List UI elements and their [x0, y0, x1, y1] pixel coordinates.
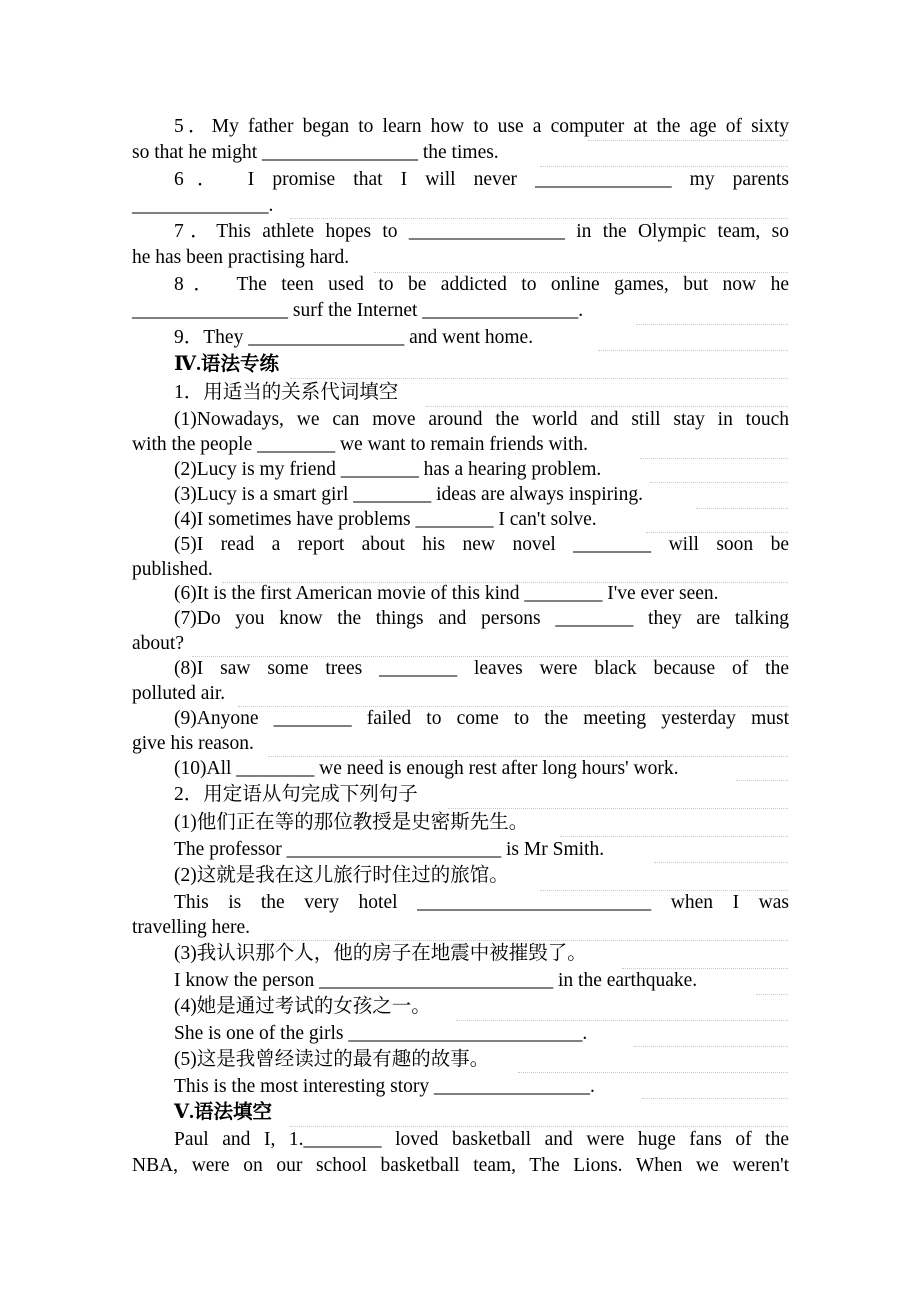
- trans4-english: She is one of the girls ________________________.: [174, 1023, 588, 1044]
- trans5-chinese: (5)这是我曾经读过的最有趣的故事。: [174, 1049, 490, 1070]
- item7-line2: about?: [132, 633, 184, 654]
- item4: (4)I sometimes have problems ________ I can't solve.: [174, 509, 597, 530]
- section-4-heading: Ⅳ.语法专练: [174, 354, 280, 375]
- passage-line1: Paul and I, 1.________ loved basketball and were huge fans of the: [174, 1129, 789, 1150]
- trans3-chinese: (3)我认识那个人，他的房子在地震中被摧毁了。: [174, 943, 587, 964]
- trans2-chinese: (2)这就是我在这儿旅行时住过的旅馆。: [174, 865, 509, 886]
- q6-line2: ______________.: [132, 195, 274, 216]
- item2: (2)Lucy is my friend ________ has a hearing problem.: [174, 459, 602, 480]
- item10: (10)All ________ we need is enough rest after long hours' work.: [174, 758, 679, 779]
- item7-line1: (7)Do you know the things and persons ________ they are talking: [174, 608, 789, 629]
- item8-line2: polluted air.: [132, 683, 226, 704]
- trans2-english-line1: This is the very hotel ________________________ when I was: [174, 892, 789, 913]
- item6: (6)It is the first American movie of this kind ________ I've ever seen.: [174, 583, 719, 604]
- item5-line2: published.: [132, 559, 213, 580]
- q5-line2: so that he might ________________ the times.: [132, 142, 499, 163]
- item9-line2: give his reason.: [132, 733, 254, 754]
- q8-line2: ________________ surf the Internet ________________.: [132, 300, 584, 321]
- q7-line2: he has been practising hard.: [132, 247, 350, 268]
- trans1-chinese: (1)他们正在等的那位教授是史密斯先生。: [174, 812, 529, 833]
- item9-line1: (9)Anyone ________ failed to come to the meeting yesterday must: [174, 708, 789, 729]
- item8-line1: (8)I saw some trees ________ leaves were black because of the: [174, 658, 789, 679]
- part2-instruction: 2．用定语从句完成下列句子: [174, 784, 418, 805]
- part1-instruction: 1．用适当的关系代词填空: [174, 382, 399, 403]
- q5-line1: 5．My father began to learn how to use a computer at the age of sixty: [174, 116, 789, 137]
- trans1-english: The professor ______________________ is Mr Smith.: [174, 839, 605, 860]
- trans4-chinese: (4)她是通过考试的女孩之一。: [174, 996, 431, 1017]
- passage-line2: NBA, were on our school basketball team, The Lions. When we weren't: [132, 1155, 789, 1176]
- item1-line2: with the people ________ we want to remain friends with.: [132, 434, 588, 455]
- item1-line1: (1)Nowadays, we can move around the world and still stay in touch: [174, 409, 789, 430]
- q7-line1: 7．This athlete hopes to ________________ in the Olympic team, so: [174, 221, 789, 242]
- trans5-english: This is the most interesting story ________________.: [174, 1076, 595, 1097]
- trans2-english-line2: travelling here.: [132, 917, 251, 938]
- section-5-heading: Ⅴ.语法填空: [174, 1102, 273, 1123]
- item3: (3)Lucy is a smart girl ________ ideas are always inspiring.: [174, 484, 643, 505]
- q9: 9．They ________________ and went home.: [174, 327, 534, 348]
- trans3-english: I know the person ________________________ in the earthquake.: [174, 970, 698, 991]
- q6-line1: 6． I promise that I will never ______________ my parents: [174, 169, 789, 190]
- item5-line1: (5)I read a report about his new novel ________ will soon be: [174, 534, 789, 555]
- q8-line1: 8． The teen used to be addicted to online games, but now he: [174, 274, 789, 295]
